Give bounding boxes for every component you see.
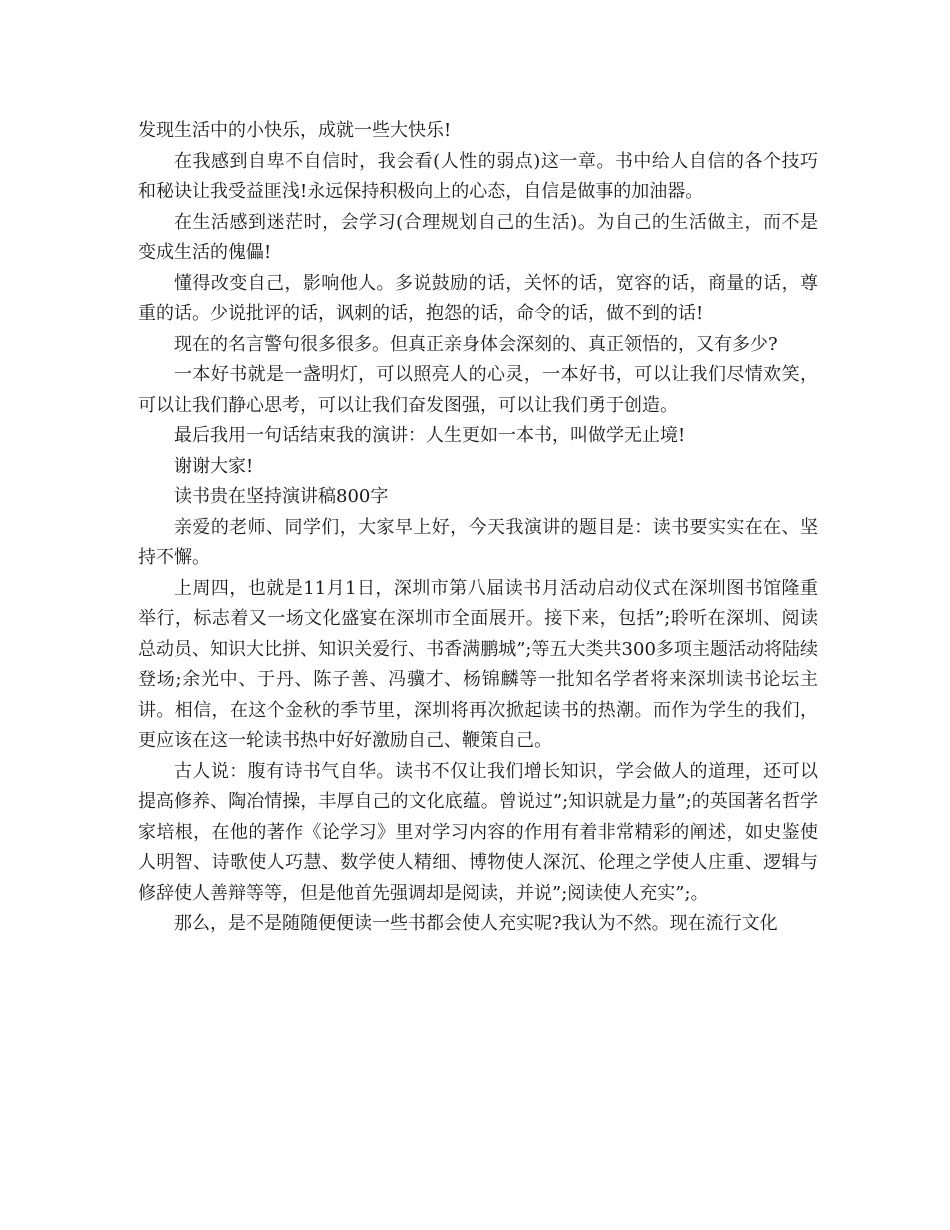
document-body (138, 116, 818, 940)
paragraph: 上周四，也就是11月1日，深圳市第八届读书月活动启动仪式在深圳图书馆隆重举行，标志着又一场文化盛宴在深圳市全面展开。接下来，包括”;聆听在深圳、阅读总动员、知识大比拼、知识关爱行、书香满鹏城”;等五大类共300多项主题活动将陆续登场;余光中、于丹、陈子善、冯骥才、杨锦麟等一批知名学者将来深圳读书论坛主讲。相信，在这个金秋的季节里，深圳将再次掀起读书的热潮。而作为学生的我们，更应该在这一轮读书热中好好激励自己、鞭策自己。 (138, 577, 818, 751)
paragraph: 古人说：腹有诗书气自华。读书不仅让我们增长知识，学会做人的道理，还可以提高修养、陶冶情操，丰厚自己的文化底蕴。曾说过”;知识就是力量”;的英国著名哲学家培根，在他的著作《论学习》里对学习内容的作用有着非常精彩的阐述，如史鉴使人明智、诗歌使人巧慧、数学使人精细、博物使人深沉、伦理之学使人庄重、逻辑与修辞使人善辩等等，但是他首先强调却是阅读，并说”;阅读使人充实”;。 (138, 760, 818, 904)
paragraph: 亲爱的老师、同学们，大家早上好，今天我演讲的题目是：读书要实实在在、坚持不懈。 (138, 516, 818, 568)
section-title: 读书贵在坚持演讲稿800字 (174, 486, 389, 507)
closing-line: 谢谢大家! (174, 455, 254, 477)
paragraph: 一本好书就是一盏明灯，可以照亮人的心灵，一本好书，可以让我们尽情欢笑，可以让我们静心思考，可以让我们奋发图强，可以让我们勇于创造。 (138, 364, 818, 416)
paragraph-continuation: 发现生活中的小快乐，成就一些大快乐! (138, 120, 452, 141)
paragraph: 在生活感到迷茫时，会学习(合理规划自己的生活)。为自己的生活做主，而不是变成生活的傀儡! (138, 211, 818, 263)
paragraph: 现在的名言警句很多很多。但真正亲身体会深刻的、真正领悟的，又有多少? (174, 333, 778, 355)
paragraph: 那么，是不是随随便便读一些书都会使人充实呢?我认为不然。现在流行文化 (174, 913, 778, 934)
paragraph: 懂得改变自己，影响他人。多说鼓励的话，关怀的话，宽容的话，商量的话，尊重的话。少说批评的话，讽刺的话，抱怨的话，命令的话，做不到的话! (138, 272, 818, 324)
paragraph: 在我感到自卑不自信时，我会看(人性的弱点)这一章。书中给人自信的各个技巧和秘诀让我受益匪浅!永远保持积极向上的心态，自信是做事的加油器。 (138, 150, 818, 202)
paragraph: 最后我用一句话结束我的演讲：人生更如一本书，叫做学无止境! (174, 425, 686, 446)
